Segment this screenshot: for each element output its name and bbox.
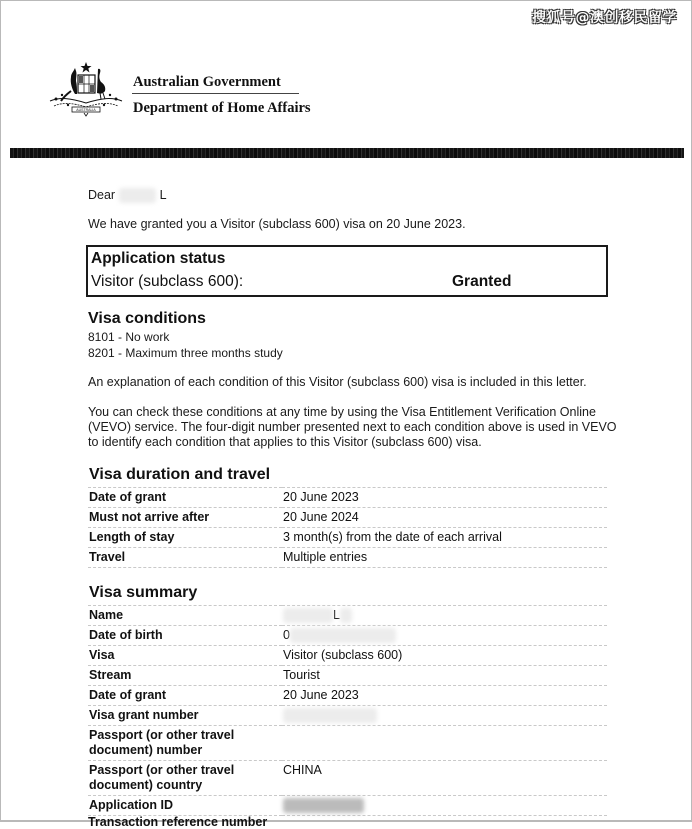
department-name: Department of Home Affairs [133, 100, 311, 116]
table-row [88, 686, 607, 706]
table-row [88, 666, 607, 686]
table-row [88, 606, 607, 626]
visa-summary-table [88, 605, 607, 816]
redacted-name [119, 188, 157, 203]
row-label: Date of birth [88, 626, 282, 646]
table-row [88, 761, 607, 796]
row-label: Visa [88, 646, 282, 666]
table-row [88, 626, 607, 646]
row-label: Visa grant number [88, 706, 282, 726]
visa-summary-title: Visa summary [89, 584, 198, 601]
row-value [282, 726, 607, 761]
row-label: Passport (or other travel document) number [88, 726, 282, 761]
row-value [282, 796, 607, 816]
row-label: Date of grant [88, 686, 282, 706]
salutation-word: Dear [88, 188, 116, 202]
row-label: Date of grant [88, 488, 282, 508]
recipient-initial: L [159, 188, 167, 202]
vevo-note: You can check these conditions at any time by using the Visa Entitlement Verification Online (VEVO) service. The four-digit number presented next to each condition above is used in VEVO to identify each condition that applies to this Visitor (subclass 600) visa. [88, 405, 617, 449]
redacted-value [283, 708, 377, 723]
row-label: Application ID [88, 796, 282, 816]
row-label: Passport (or other travel document) country [88, 761, 282, 796]
conditions-explanation: An explanation of each condition of this Visitor (subclass 600) visa is included in this letter. [88, 375, 587, 389]
table-row [88, 488, 607, 508]
coat-of-arms-icon [48, 61, 124, 117]
salutation [88, 188, 167, 203]
row-value: Multiple entries [282, 548, 607, 568]
table-row [88, 706, 607, 726]
status-label: Visitor (subclass 600): [91, 273, 244, 290]
row-value: L [282, 606, 607, 626]
row-value: Tourist [282, 666, 607, 686]
table-row [88, 548, 607, 568]
row-value: 20 June 2023 [282, 488, 607, 508]
row-value: 20 June 2024 [282, 508, 607, 528]
redacted-value [283, 798, 364, 813]
org-name: Australian Government [133, 74, 281, 90]
row-label: Travel [88, 548, 282, 568]
row-value: CHINA [282, 761, 607, 796]
condition-item: 8201 - Maximum three months study [88, 346, 283, 360]
visa-conditions-title: Visa conditions [88, 310, 206, 327]
row-value: 0 [282, 626, 607, 646]
row-label: Stream [88, 666, 282, 686]
application-status-box [86, 245, 608, 297]
header-bar [10, 148, 684, 158]
condition-item: 8101 - No work [88, 330, 170, 344]
svg-text:AUSTRALIA: AUSTRALIA [76, 108, 96, 112]
row-value: Visitor (subclass 600) [282, 646, 607, 666]
table-row [88, 508, 607, 528]
row-value [282, 706, 607, 726]
grant-intro: We have granted you a Visitor (subclass 600) visa on 20 June 2023. [88, 217, 466, 231]
watermark: 搜狐号@澳创移民留学 [532, 10, 677, 26]
row-value: 3 month(s) from the date of each arrival [282, 528, 607, 548]
row-label: Length of stay [88, 528, 282, 548]
row-label: Name [88, 606, 282, 626]
row-label: Must not arrive after [88, 508, 282, 528]
table-row [88, 726, 607, 761]
table-row [88, 796, 607, 816]
visa-duration-title: Visa duration and travel [89, 466, 271, 483]
status-title: Application status [91, 250, 226, 267]
cutoff-row-label: Transaction reference number [88, 815, 268, 829]
table-row [88, 646, 607, 666]
row-value: 20 June 2023 [282, 686, 607, 706]
table-row [88, 528, 607, 548]
header-divider [132, 93, 299, 94]
status-badge: Granted [452, 273, 512, 290]
conditions-list [88, 329, 283, 361]
visa-duration-table [88, 487, 607, 568]
